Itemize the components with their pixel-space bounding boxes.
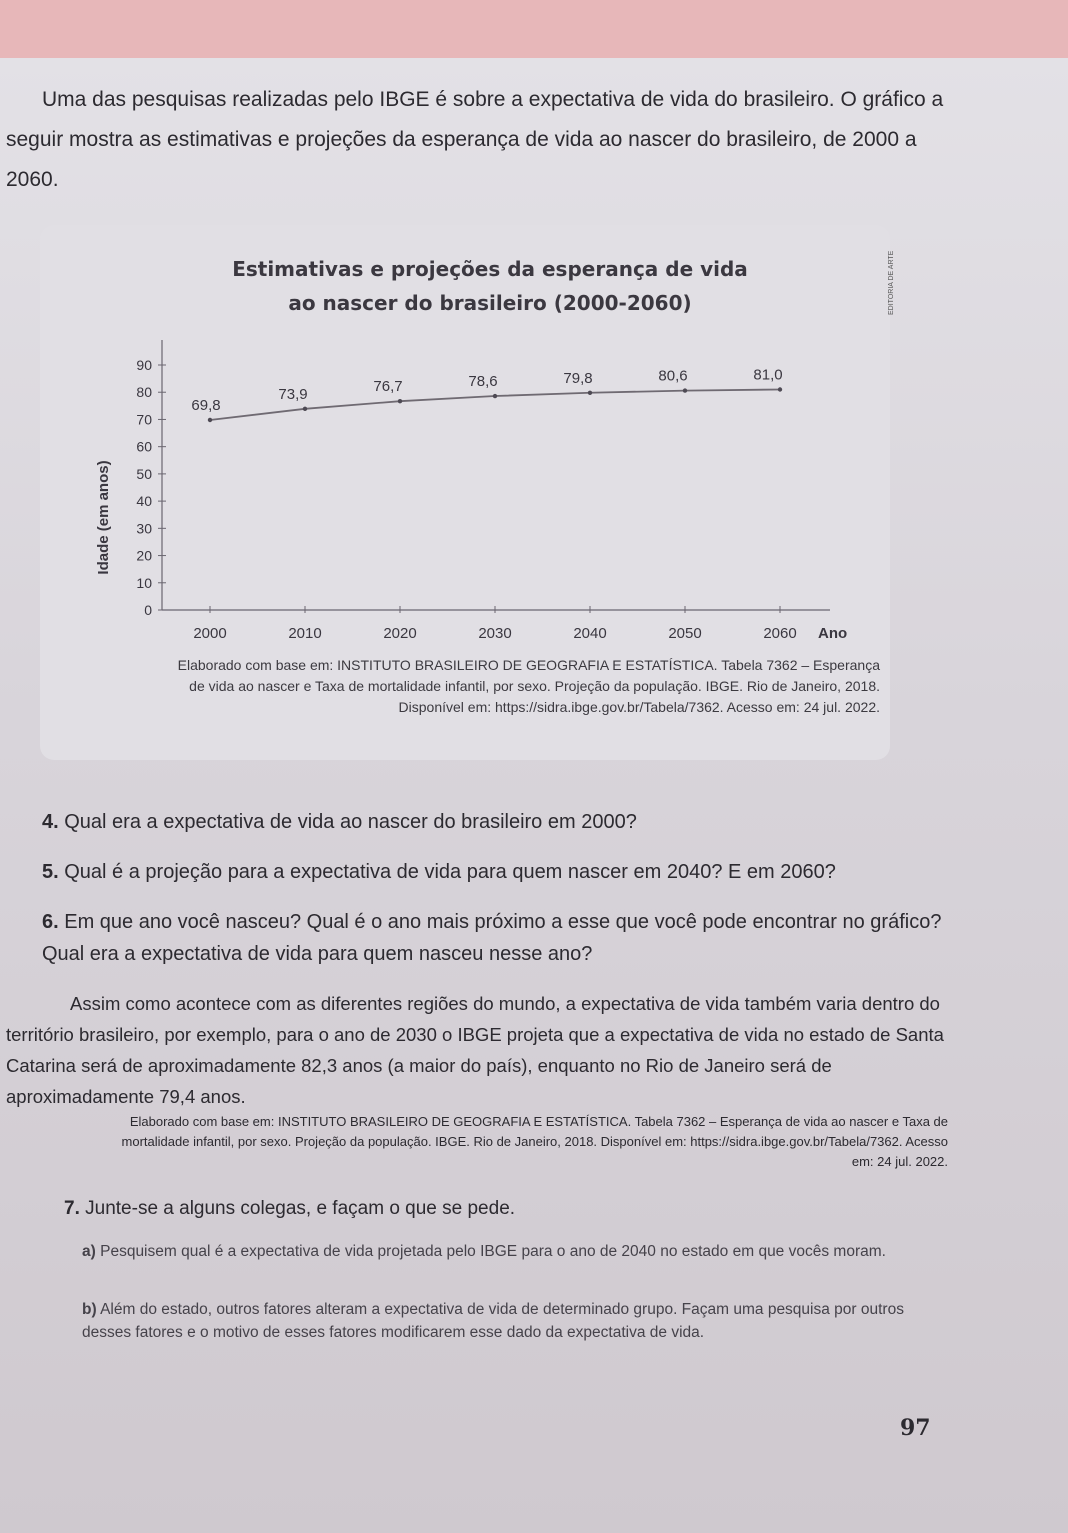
question-7 (64, 1198, 515, 1220)
y-tick-label: 0 (144, 602, 152, 618)
data-point (303, 407, 307, 411)
question-6-text: Em que ano você nasceu? Qual é o ano mais próximo a esse que você pode encontrar no gráfico? Qual era a expectativa de vida para quem nasceu nesse ano? (42, 911, 942, 965)
data-label: 78,6 (468, 373, 498, 391)
x-tick-label: 2030 (478, 625, 512, 642)
chart-source-caption: Elaborado com base em: INSTITUTO BRASILEIRO DE GEOGRAFIA E ESTATÍSTICA. Tabela 7362 – Esperança de vida ao nascer e Taxa de mortalidade infantil, por sexo. Projeção da população. IBGE. Rio de Janeiro, 2018. Disponível em: https://sidra.ibge.gov.br/Tabela/7362. Acesso em: 24 jul. 2022. (177, 657, 880, 715)
publisher-side-mark: EDITORIA DE ARTE (888, 250, 895, 315)
x-axis-label: Ano (818, 625, 848, 642)
question-7-item-b (82, 1298, 942, 1344)
data-point (208, 418, 212, 422)
question-6-number: 6. (42, 911, 59, 933)
chart-title-line-2: ao nascer do brasileiro (2000-2060) (288, 291, 692, 315)
chart-title (110, 252, 870, 320)
x-tick-label: 2060 (763, 625, 797, 642)
item-a-letter: a) (82, 1243, 96, 1260)
item-b-letter: b) (82, 1301, 97, 1318)
question-7-item-a (82, 1240, 942, 1263)
data-point (683, 388, 687, 392)
question-7-number: 7. (64, 1198, 80, 1219)
y-tick-label: 80 (136, 384, 152, 401)
data-label: 73,9 (278, 385, 308, 403)
page-number: 97 (900, 1415, 931, 1441)
data-point (588, 391, 592, 395)
x-tick-label: 2000 (193, 625, 227, 642)
question-4-text: Qual era a expectativa de vida ao nascer do brasileiro em 2000? (64, 811, 637, 833)
y-tick-label: 20 (136, 547, 152, 564)
y-axis (95, 340, 166, 618)
question-5-text: Qual é a projeção para a expectativa de vida para quem nascer em 2040? E em 2060? (64, 861, 836, 883)
y-tick-label: 60 (136, 438, 152, 455)
intro-paragraph: Uma das pesquisas realizadas pelo IBGE é sobre a expectativa de vida do brasileiro. O gráfico a seguir mostra as estimativas e projeções da esperança de vida ao nascer do brasileiro, de 2000 a 2060. (6, 88, 944, 191)
item-a-text: Pesquisem qual é a expectativa de vida projetada pelo IBGE para o ano de 2040 no estado em que vocês moram. (100, 1243, 886, 1260)
y-tick-label: 90 (136, 357, 152, 373)
data-label: 80,6 (658, 367, 688, 385)
y-tick-label: 40 (136, 493, 152, 510)
question-4 (42, 806, 962, 838)
y-tick-label: 50 (136, 465, 152, 482)
regional-paragraph: Assim como acontece com as diferentes regiões do mundo, a expectativa de vida também varia dentro do território brasileiro, por exemplo, para o ano de 2030 o IBGE projeta que a expectativa de vida no estado de Santa Catarina será de aproximadamente 82,3 anos (a maior do país), enquanto no Rio de Janeiro será de aproximadamente 79,4 anos. (6, 993, 944, 1107)
question-5-number: 5. (42, 861, 59, 883)
x-tick-label: 2050 (668, 625, 702, 642)
question-5 (42, 856, 962, 888)
y-tick-label: 70 (136, 411, 152, 428)
paragraph-source-caption: Elaborado com base em: INSTITUTO BRASILEIRO DE GEOGRAFIA E ESTATÍSTICA. Tabela 7362 – Esperança de vida ao nascer e Taxa de mortalidade infantil, por sexo. Projeção da população. IBGE. Rio de Janeiro, 2018. Disponível em: https://sidra.ibge.gov.br/Tabela/7362. Acesso em: 24 jul. 2022. (121, 1114, 948, 1169)
x-tick-label: 2020 (383, 625, 417, 642)
x-tick-label: 2040 (573, 625, 607, 642)
y-axis-label: Idade (em anos) (95, 460, 112, 575)
data-label: 79,8 (563, 369, 593, 387)
data-point (778, 387, 782, 391)
data-label: 69,8 (191, 396, 221, 414)
y-tick-label: 10 (136, 574, 152, 591)
x-axis (162, 606, 847, 642)
x-tick-label: 2010 (288, 625, 322, 642)
top-color-band (0, 0, 1068, 58)
y-tick-label: 30 (136, 520, 152, 537)
question-7-text: Junte-se a alguns colegas, e façam o que se pede. (85, 1198, 516, 1219)
data-point (493, 394, 497, 398)
item-b-text: Além do estado, outros fatores alteram a expectativa de vida de determinado grupo. Façam uma pesquisa por outros desses fatores e o motivo de esses fatores modificarem esse dado da expectativa de vida. (82, 1301, 904, 1341)
question-4-number: 4. (42, 811, 59, 833)
data-point (398, 399, 402, 403)
question-6 (42, 906, 962, 970)
data-label: 76,7 (373, 378, 403, 396)
life-expectancy-line-chart (90, 335, 870, 650)
data-label: 81,0 (753, 366, 783, 384)
chart-title-line-1: Estimativas e projeções da esperança de vida (232, 257, 748, 281)
